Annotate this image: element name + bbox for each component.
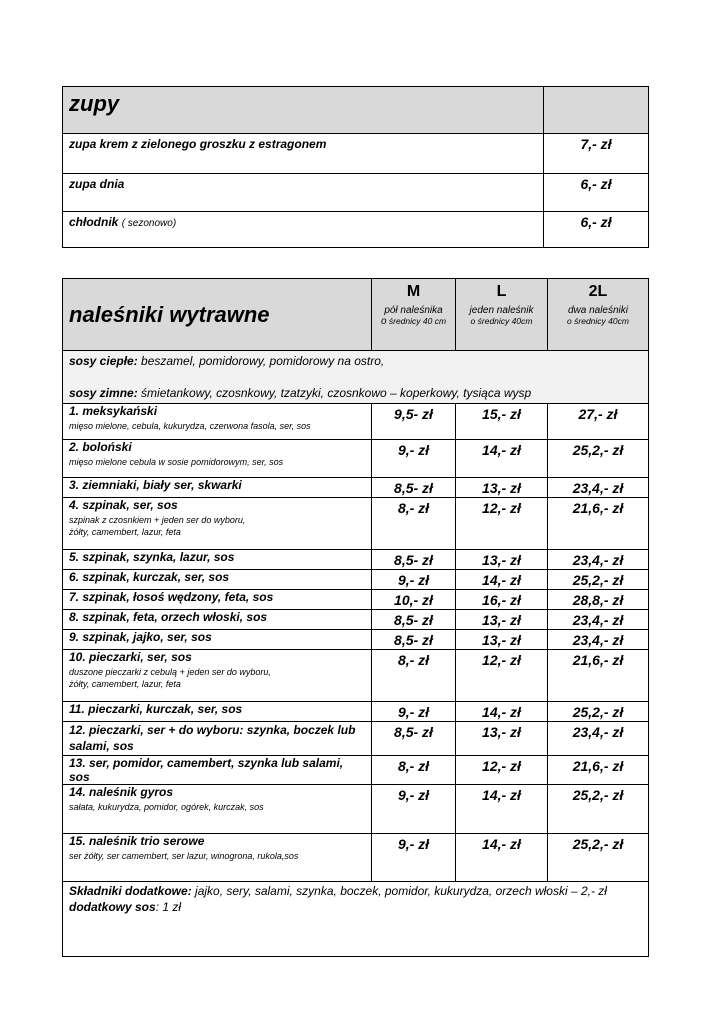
item-name: 15. naleśnik trio serowe	[69, 834, 205, 848]
hot-sauces-text: beszamel, pomidorowy, pomidorowy na ostro,	[137, 354, 385, 368]
soup-price: 6,- zł	[544, 212, 649, 248]
item-name: 9. szpinak, jajko, ser, sos	[69, 630, 212, 644]
price-m: 8,- zł	[372, 498, 456, 550]
item-name: 5. szpinak, szynka, lazur, sos	[69, 550, 235, 564]
price-m: 8,5- zł	[372, 610, 456, 630]
price-l: 12,- zł	[456, 756, 548, 785]
item-desc: sałata, kukurydza, pomidor, ogórek, kurczak, sos	[69, 802, 264, 812]
price-l: 12,- zł	[456, 650, 548, 702]
item-name: 1. meksykański	[69, 404, 158, 418]
menu-item-row	[63, 785, 649, 834]
soup-name-cell	[63, 212, 544, 248]
item-cell	[63, 478, 372, 498]
soup-row	[63, 134, 649, 174]
price-2l: 21,6,- zł	[548, 756, 649, 785]
menu-item-row	[63, 440, 649, 478]
price-l: 13,- zł	[456, 478, 548, 498]
price-2l: 25,2,- zł	[548, 834, 649, 882]
item-desc-2: żółty, camembert, lazur, feta	[69, 527, 181, 537]
size-2l-label: dwa naleśniki	[567, 305, 629, 316]
item-cell	[63, 702, 372, 722]
price-m: 9,- zł	[372, 834, 456, 882]
item-cell	[63, 404, 372, 440]
menu-item-row	[63, 550, 649, 570]
size-l-header	[456, 279, 548, 351]
item-cell	[63, 834, 372, 882]
menu-item-row	[63, 722, 649, 756]
price-2l: 27,- zł	[548, 404, 649, 440]
cold-sauces-text: śmietankowy, czosnkowy, tzatzyki, czosnkowo – koperkowy, tysiąca wysp	[137, 386, 532, 400]
item-desc: mięso mielone cebula w sosie pomidorowym, ser, sos	[69, 457, 284, 467]
soups-table	[62, 86, 649, 248]
price-2l: 23,4,- zł	[548, 550, 649, 570]
soups-header-blank	[544, 87, 649, 134]
price-l: 13,- zł	[456, 550, 548, 570]
price-l: 15,- zł	[456, 404, 548, 440]
menu-item-row	[63, 610, 649, 630]
price-l: 13,- zł	[456, 610, 548, 630]
item-desc: szpinak z czosnkiem + jeden ser do wyboru,	[69, 515, 246, 525]
price-l: 14,- zł	[456, 570, 548, 590]
soup-row	[63, 212, 649, 248]
item-cell	[63, 498, 372, 550]
price-l: 14,- zł	[456, 440, 548, 478]
item-name: 3. ziemniaki, biały ser, skwarki	[69, 478, 242, 492]
price-2l: 21,6,- zł	[548, 650, 649, 702]
size-l-label: jeden naleśnik	[469, 305, 534, 316]
soup-price: 7,- zł	[544, 134, 649, 174]
size-m-code: M	[406, 283, 421, 300]
soup-name-cell	[63, 134, 544, 174]
soups-title: zupy	[69, 91, 120, 116]
size-m-header	[372, 279, 456, 351]
item-desc: duszone pieczarki z cebulą + jeden ser do wyboru,	[69, 667, 271, 677]
extras-line	[69, 883, 642, 899]
sauces-row	[63, 351, 649, 404]
price-2l: 25,2,- zł	[548, 702, 649, 722]
price-m: 9,- zł	[372, 702, 456, 722]
extras-text: jajko, sery, salami, szynka, boczek, pomidor, kukurydza, orzech włoski – 2,- zł	[191, 884, 607, 898]
item-cell	[63, 650, 372, 702]
soups-title-cell	[63, 87, 544, 134]
price-m: 9,- zł	[372, 785, 456, 834]
pancakes-table	[62, 278, 649, 957]
price-2l: 23,4,- zł	[548, 478, 649, 498]
item-name: 6. szpinak, kurczak, ser, sos	[69, 570, 230, 584]
menu-item-row	[63, 478, 649, 498]
item-name: 12. pieczarki, ser + do wyboru: szynka, boczek lub salami, sos	[69, 723, 356, 753]
extra-sauce-text: : 1 zł	[155, 900, 182, 914]
soup-name: zupa dnia	[69, 177, 125, 191]
soup-price: 6,- zł	[544, 174, 649, 212]
price-m: 9,- zł	[372, 440, 456, 478]
size-m-label: pół naleśnika	[384, 305, 443, 316]
price-l: 13,- zł	[456, 722, 548, 756]
soup-name: chłodnik	[69, 215, 119, 229]
item-cell	[63, 610, 372, 630]
menu-item-row	[63, 650, 649, 702]
price-2l: 23,4,- zł	[548, 610, 649, 630]
item-cell	[63, 550, 372, 570]
item-name: 2. boloński	[69, 440, 132, 454]
price-l: 13,- zł	[456, 630, 548, 650]
soup-name-cell	[63, 174, 544, 212]
size-2l-sub: o średnicy 40cm	[567, 316, 629, 326]
item-name: 10. pieczarki, ser, sos	[69, 650, 192, 664]
price-2l: 23,4,- zł	[548, 630, 649, 650]
item-cell	[63, 590, 372, 610]
pancakes-title-cell	[63, 279, 372, 351]
size-m-sub: średnicy 40 cm	[388, 316, 447, 326]
item-name: 13. ser, pomidor, camembert, szynka lub salami, sos	[69, 756, 344, 784]
price-m: 8,5- zł	[372, 630, 456, 650]
soup-row	[63, 174, 649, 212]
menu-item-row	[63, 590, 649, 610]
menu-item-row	[63, 630, 649, 650]
item-name: 14. naleśnik gyros	[69, 785, 174, 799]
item-cell	[63, 440, 372, 478]
item-name: 11. pieczarki, kurczak, ser, sos	[69, 702, 243, 716]
price-l: 14,- zł	[456, 834, 548, 882]
size-m-prefix: o	[380, 316, 387, 327]
price-2l: 28,8,- zł	[548, 590, 649, 610]
extra-sauce-line	[69, 899, 642, 915]
item-name: 7. szpinak, łosoś wędzony, feta, sos	[69, 590, 274, 604]
price-m: 8,5- zł	[372, 478, 456, 498]
extras-label: Składniki dodatkowe:	[69, 884, 192, 898]
price-l: 14,- zł	[456, 785, 548, 834]
menu-item-row	[63, 702, 649, 722]
extras-row	[63, 882, 649, 957]
menu-item-row	[63, 498, 649, 550]
menu-item-row	[63, 570, 649, 590]
item-name: 4. szpinak, ser, sos	[69, 498, 178, 512]
pancakes-header-row	[63, 279, 649, 351]
price-m: 9,- zł	[372, 570, 456, 590]
sauces-cell	[63, 351, 649, 404]
item-desc: mięso mielone, cebula, kukurydza, czerwona fasola, ser, sos	[69, 421, 311, 431]
price-m: 8,- zł	[372, 650, 456, 702]
size-l-sub: o średnicy 40cm	[470, 316, 533, 326]
cold-sauces-label: sosy zimne:	[69, 386, 138, 400]
item-desc-2: żółty, camembert, lazur, feta	[69, 679, 181, 689]
price-2l: 25,2,- zł	[548, 570, 649, 590]
price-m: 8,5- zł	[372, 550, 456, 570]
item-cell	[63, 630, 372, 650]
extras-cell	[63, 882, 649, 957]
price-l: 12,- zł	[456, 498, 548, 550]
size-2l-code: 2L	[588, 283, 608, 300]
pancakes-title: naleśniki wytrawne	[69, 301, 270, 327]
item-cell	[63, 570, 372, 590]
size-2l-header	[548, 279, 649, 351]
price-2l: 25,2,- zł	[548, 785, 649, 834]
soup-note: ( sezonowo)	[121, 218, 177, 229]
price-l: 14,- zł	[456, 702, 548, 722]
soup-name: zupa krem z zielonego groszku z estragonem	[69, 137, 327, 151]
menu-item-row	[63, 756, 649, 785]
hot-sauces	[69, 353, 642, 369]
price-2l: 23,4,- zł	[548, 722, 649, 756]
size-m-sub-line	[374, 316, 453, 327]
price-m: 9,5- zł	[372, 404, 456, 440]
size-l-code: L	[496, 283, 507, 300]
menu-item-row	[63, 404, 649, 440]
menu-item-row	[63, 834, 649, 882]
price-2l: 25,2,- zł	[548, 440, 649, 478]
hot-sauces-label: sosy ciepłe:	[69, 354, 138, 368]
extra-sauce-label: dodatkowy sos	[69, 900, 156, 914]
price-l: 16,- zł	[456, 590, 548, 610]
price-m: 8,- zł	[372, 756, 456, 785]
soups-header-row	[63, 87, 649, 134]
price-2l: 21,6,- zł	[548, 498, 649, 550]
item-desc: ser żółty, ser camembert, ser lazur, winogrona, rukola,sos	[69, 851, 299, 861]
price-m: 10,- zł	[372, 590, 456, 610]
item-cell	[63, 785, 372, 834]
cold-sauces	[69, 385, 642, 401]
item-cell	[63, 756, 372, 785]
item-name: 8. szpinak, feta, orzech włoski, sos	[69, 610, 268, 624]
price-m: 8,5- zł	[372, 722, 456, 756]
item-cell	[63, 722, 372, 756]
